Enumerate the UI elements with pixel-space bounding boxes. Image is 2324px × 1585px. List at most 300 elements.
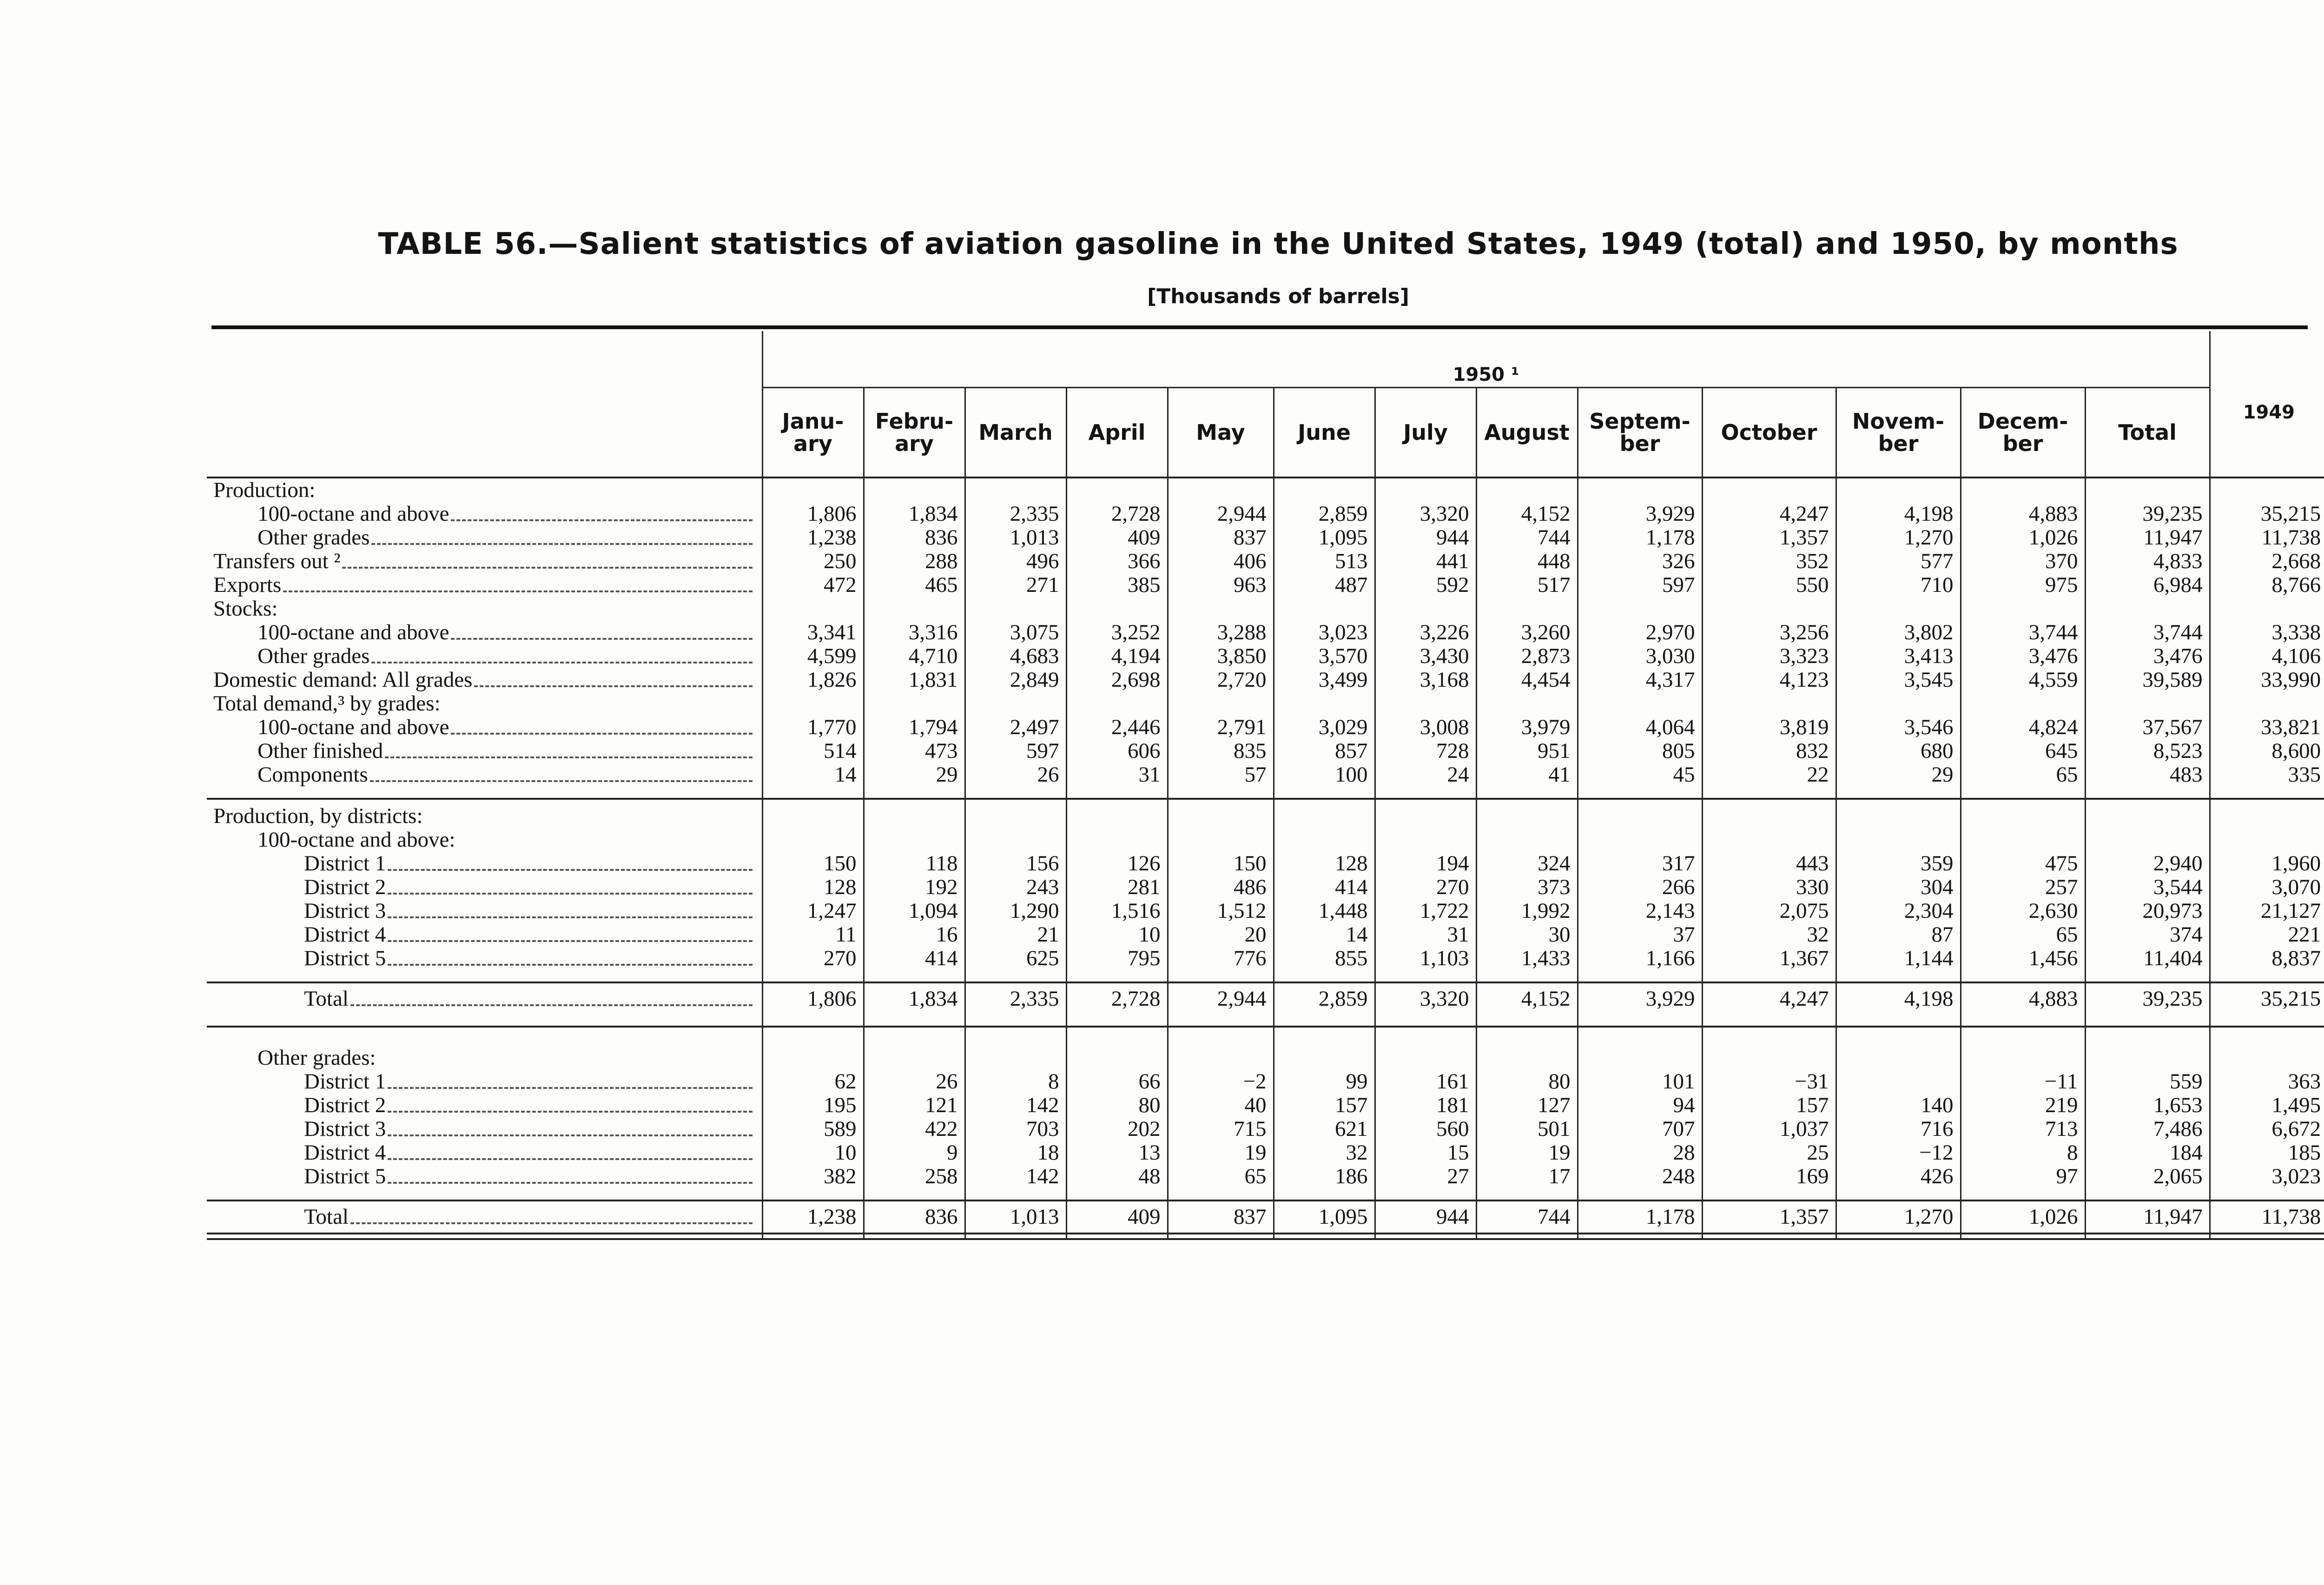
table-cell: 559 [2085, 1070, 2210, 1094]
table-cell: 150 [1168, 852, 1274, 875]
table-cell: 66 [1066, 1070, 1168, 1094]
table-cell: 271 [965, 573, 1066, 597]
table-cell: 3,546 [1836, 716, 1961, 739]
table-cell: 406 [1168, 550, 1274, 573]
table-cell [1836, 828, 1961, 852]
table-cell [1066, 828, 1168, 852]
table-cell [1702, 477, 1836, 502]
table-cell [1578, 597, 1702, 621]
table-cell: 363 [2210, 1070, 2324, 1094]
table-cell: 1,178 [1578, 526, 1702, 550]
table-cell: 448 [1476, 550, 1578, 573]
table-cell [864, 1046, 965, 1070]
table-cell: 483 [2085, 763, 2210, 787]
table-cell [1476, 477, 1578, 502]
table-cell: 1,095 [1274, 1200, 1375, 1234]
table-cell: 486 [1168, 875, 1274, 899]
table-cell: 3,320 [1375, 502, 1476, 526]
row-label: Other grades [207, 644, 762, 668]
table-cell [2085, 477, 2210, 502]
table-cell: 426 [1836, 1165, 1961, 1188]
table-cell: 33,821 [2210, 716, 2324, 739]
table-cell: 3,023 [2210, 1165, 2324, 1188]
table-cell: 1,960 [2210, 852, 2324, 875]
table-cell: 1,238 [762, 1200, 864, 1234]
table-row [207, 1070, 2324, 1094]
table-cell: 266 [1578, 875, 1702, 899]
table-cell: 382 [762, 1165, 864, 1188]
table-cell [965, 1046, 1066, 1070]
row-separator [207, 787, 2324, 799]
table-row [207, 1094, 2324, 1117]
table-cell: 11,947 [2085, 1200, 2210, 1234]
table-cell: 10 [762, 1141, 864, 1165]
table-cell: 8,766 [2210, 573, 2324, 597]
table-cell: −31 [1702, 1070, 1836, 1094]
table-title: TABLE 56.—Salient statistics of aviation gasoline in the United States, 1949 (total) and 1950, by months [378, 227, 2179, 261]
table-cell [1961, 692, 2085, 716]
table-cell: 3,413 [1836, 644, 1961, 668]
table-cell [1578, 692, 1702, 716]
table-cell: 715 [1168, 1117, 1274, 1141]
table-cell [1066, 477, 1168, 502]
table-cell: 1,357 [1702, 1200, 1836, 1234]
row-label: Other grades [207, 526, 762, 550]
table-cell [1836, 1046, 1961, 1070]
leader-dots [388, 1111, 752, 1113]
table-cell: 517 [1476, 573, 1578, 597]
table-cell [1961, 477, 2085, 502]
table-cell: 19 [1168, 1141, 1274, 1165]
table-cell [762, 597, 864, 621]
table-cell: 4,064 [1578, 716, 1702, 739]
table-cell: 832 [1702, 739, 1836, 763]
table-cell: 1,806 [762, 502, 864, 526]
table-cell: 28 [1578, 1141, 1702, 1165]
table-cell: 326 [1578, 550, 1702, 573]
table-row [207, 716, 2324, 739]
table-cell [762, 477, 864, 502]
table-cell: 1,992 [1476, 899, 1578, 923]
table-cell: 776 [1168, 947, 1274, 970]
table-cell [1274, 828, 1375, 852]
table-cell: 16 [864, 923, 965, 947]
statistics-table [207, 331, 2324, 1240]
table-cell: 87 [1836, 923, 1961, 947]
table-cell: 805 [1578, 739, 1702, 763]
table-cell: 11,947 [2085, 526, 2210, 550]
table-cell [1961, 828, 2085, 852]
table-cell: 40 [1168, 1094, 1274, 1117]
table-cell: 3,023 [1274, 621, 1375, 644]
table-cell: 1,448 [1274, 899, 1375, 923]
table-cell: 3,929 [1578, 502, 1702, 526]
table-cell: 3,744 [2085, 621, 2210, 644]
table-cell [965, 828, 1066, 852]
table-cell: 181 [1375, 1094, 1476, 1117]
table-cell [1961, 804, 2085, 828]
table-cell: 2,630 [1961, 899, 2085, 923]
table-cell: 441 [1375, 550, 1476, 573]
table-cell: 29 [1836, 763, 1961, 787]
table-cell: 443 [1702, 852, 1836, 875]
table-cell: 169 [1702, 1165, 1836, 1188]
leader-dots [388, 893, 752, 895]
table-cell [1168, 804, 1274, 828]
table-cell: 20 [1168, 923, 1274, 947]
table-cell: 728 [1375, 739, 1476, 763]
table-cell: 4,683 [965, 644, 1066, 668]
table-cell [2210, 828, 2324, 852]
table-cell: 4,559 [1961, 668, 2085, 692]
table-cell [1961, 1046, 2085, 1070]
table-cell: 15 [1375, 1141, 1476, 1165]
table-cell: 192 [864, 875, 965, 899]
table-cell: 3,929 [1578, 982, 1702, 1015]
table-cell: 4,152 [1476, 982, 1578, 1015]
table-cell: 1,806 [762, 982, 864, 1015]
leader-dots [451, 733, 752, 735]
table-cell: 577 [1836, 550, 1961, 573]
table-cell: 57 [1168, 763, 1274, 787]
table-cell [2085, 692, 2210, 716]
table-cell: 128 [1274, 852, 1375, 875]
table-cell: 1,270 [1836, 1200, 1961, 1234]
table-cell: 1,026 [1961, 1200, 2085, 1234]
row-label: 100-octane and above [207, 502, 762, 526]
leader-dots [388, 964, 752, 966]
table-cell [1066, 692, 1168, 716]
table-cell: 8 [1961, 1141, 2085, 1165]
table-cell: 2,446 [1066, 716, 1168, 739]
table-cell: 625 [965, 947, 1066, 970]
table-cell: 2,720 [1168, 668, 1274, 692]
table-cell: 2,859 [1274, 982, 1375, 1015]
table-cell: 3,979 [1476, 716, 1578, 739]
table-cell: 3,544 [2085, 875, 2210, 899]
table-cell: 475 [1961, 852, 2085, 875]
table-cell: −2 [1168, 1070, 1274, 1094]
table-cell: 975 [1961, 573, 2085, 597]
table-cell: 3,802 [1836, 621, 1961, 644]
month-header: August [1476, 388, 1578, 478]
table-cell: 8,600 [2210, 739, 2324, 763]
table-cell: 156 [965, 852, 1066, 875]
leader-dots [388, 1182, 752, 1184]
table-cell: 4,106 [2210, 644, 2324, 668]
row-label: District 5 [207, 1165, 762, 1188]
table-cell: 33,990 [2210, 668, 2324, 692]
table-cell: 409 [1066, 1200, 1168, 1234]
table-cell [1578, 804, 1702, 828]
row-label: Domestic demand: All grades [207, 668, 762, 692]
table-cell: 3,316 [864, 621, 965, 644]
table-row [207, 1117, 2324, 1141]
table-cell: 472 [762, 573, 864, 597]
table-cell: 373 [1476, 875, 1578, 899]
table-cell: 22 [1702, 763, 1836, 787]
table-cell: 4,317 [1578, 668, 1702, 692]
table-row [207, 899, 2324, 923]
table-cell: 473 [864, 739, 965, 763]
leader-dots [451, 638, 752, 640]
table-cell: 496 [965, 550, 1066, 573]
leader-dots [451, 519, 752, 521]
total-row [207, 982, 2324, 1015]
table-cell: 26 [965, 763, 1066, 787]
table-cell [1476, 804, 1578, 828]
table-cell: 304 [1836, 875, 1961, 899]
table-cell: 19 [1476, 1141, 1578, 1165]
row-separator [207, 1188, 2324, 1200]
table-cell: 414 [864, 947, 965, 970]
table-cell [1066, 597, 1168, 621]
row-label: Total demand,³ by grades: [213, 691, 441, 716]
leader-dots [385, 756, 752, 758]
table-cell [2210, 477, 2324, 502]
table-cell: 3,430 [1375, 644, 1476, 668]
table-cell: 1,166 [1578, 947, 1702, 970]
table-cell: 18 [965, 1141, 1066, 1165]
table-cell [1375, 477, 1476, 502]
table-cell [965, 692, 1066, 716]
table-cell: 39,235 [2085, 502, 2210, 526]
table-cell: 2,335 [965, 502, 1066, 526]
row-label: Other grades: [257, 1046, 376, 1070]
table-cell: 855 [1274, 947, 1375, 970]
row-label: Total [207, 982, 762, 1015]
table-row [207, 1141, 2324, 1165]
month-header: July [1375, 388, 1476, 478]
table-cell: 836 [864, 1200, 965, 1234]
leader-dots [388, 1134, 752, 1136]
table-cell: 836 [864, 526, 965, 550]
table-cell [1274, 804, 1375, 828]
table-cell: 35,215 [2210, 502, 2324, 526]
table-cell: 3,288 [1168, 621, 1274, 644]
table-cell: 270 [1375, 875, 1476, 899]
table-cell: 24 [1375, 763, 1476, 787]
table-cell: 11 [762, 923, 864, 947]
table-cell: 1,026 [1961, 526, 2085, 550]
table-cell [1375, 804, 1476, 828]
table-cell [864, 828, 965, 852]
table-cell [1836, 1070, 1961, 1094]
table-cell [965, 477, 1066, 502]
table-cell: 21,127 [2210, 899, 2324, 923]
table-cell: 157 [1702, 1094, 1836, 1117]
table-cell [864, 597, 965, 621]
month-header: April [1066, 388, 1168, 478]
table-cell [1066, 804, 1168, 828]
table-cell: 243 [965, 875, 1066, 899]
table-cell: 281 [1066, 875, 1168, 899]
table-cell: 2,143 [1578, 899, 1702, 923]
table-row [207, 1046, 2324, 1070]
table-cell: 1,094 [864, 899, 965, 923]
table-cell: 2,075 [1702, 899, 1836, 923]
table-cell: 11,404 [2085, 947, 2210, 970]
table-cell: 3,030 [1578, 644, 1702, 668]
table-cell: 4,247 [1702, 982, 1836, 1015]
row-separator [207, 1015, 2324, 1027]
table-cell: 140 [1836, 1094, 1961, 1117]
table-cell: 3,476 [2085, 644, 2210, 668]
table-row [207, 644, 2324, 668]
table-cell: 4,824 [1961, 716, 2085, 739]
row-label: Transfers out ² [207, 550, 762, 573]
month-header: Septem-ber [1578, 388, 1702, 478]
table-cell: 716 [1836, 1117, 1961, 1141]
month-header: October [1702, 388, 1836, 478]
table-cell [864, 804, 965, 828]
table-cell [1375, 597, 1476, 621]
table-cell: 1,238 [762, 526, 864, 550]
table-cell [1476, 692, 1578, 716]
table-cell [1476, 597, 1578, 621]
table-cell: 2,728 [1066, 982, 1168, 1015]
table-cell: 1,834 [864, 502, 965, 526]
table-cell [1476, 828, 1578, 852]
table-cell: 1,834 [864, 982, 965, 1015]
table-cell: 944 [1375, 1200, 1476, 1234]
table-cell: 514 [762, 739, 864, 763]
row-label: Total [207, 1200, 762, 1234]
table-cell: 606 [1066, 739, 1168, 763]
table-cell: 142 [965, 1094, 1066, 1117]
table-cell: 3,260 [1476, 621, 1578, 644]
leader-dots [388, 1158, 752, 1160]
table-cell: 3,499 [1274, 668, 1375, 692]
table-cell: 951 [1476, 739, 1578, 763]
table-cell [2210, 1046, 2324, 1070]
table-cell: 374 [2085, 923, 2210, 947]
table-cell: 195 [762, 1094, 864, 1117]
table-cell [1168, 477, 1274, 502]
table-row [207, 621, 2324, 644]
table-cell [864, 692, 965, 716]
table-cell: 330 [1702, 875, 1836, 899]
row-label: District 3 [207, 1117, 762, 1141]
table-cell: 1,144 [1836, 947, 1961, 970]
table-cell: 2,944 [1168, 982, 1274, 1015]
table-cell: 161 [1375, 1070, 1476, 1094]
table-cell: 257 [1961, 875, 2085, 899]
table-cell: 744 [1476, 1200, 1578, 1234]
table-cell: 7,486 [2085, 1117, 2210, 1141]
table-cell: 11,738 [2210, 1200, 2324, 1234]
table-cell: 126 [1066, 852, 1168, 875]
table-cell [1168, 692, 1274, 716]
table-cell: 2,873 [1476, 644, 1578, 668]
table-cell: 4,198 [1836, 982, 1961, 1015]
table-cell: 17 [1476, 1165, 1578, 1188]
table-cell: 1,722 [1375, 899, 1476, 923]
table-cell: 597 [965, 739, 1066, 763]
table-cell: 710 [1836, 573, 1961, 597]
table-units: [Thousands of barrels] [1147, 285, 1409, 308]
table-cell: 465 [864, 573, 965, 597]
table-cell: 25 [1702, 1141, 1836, 1165]
table-row [207, 739, 2324, 763]
table-cell: 1,367 [1702, 947, 1836, 970]
table-cell: 202 [1066, 1117, 1168, 1141]
year-1949-header: 1949 [2210, 331, 2324, 477]
table-cell: 26 [864, 1070, 965, 1094]
table-cell [1702, 1046, 1836, 1070]
row-separator [207, 970, 2324, 982]
table-cell: 10 [1066, 923, 1168, 947]
table-cell: 9 [864, 1141, 965, 1165]
month-header: Total [2085, 388, 2210, 478]
table-cell: 3,338 [2210, 621, 2324, 644]
month-header: June [1274, 388, 1375, 478]
month-header: March [965, 388, 1066, 478]
table-cell: 1,433 [1476, 947, 1578, 970]
month-header: Novem-ber [1836, 388, 1961, 478]
year-1950-header: 1950 ¹ [762, 331, 2210, 388]
table-cell: 248 [1578, 1165, 1702, 1188]
table-cell: 1,826 [762, 668, 864, 692]
table-cell: 366 [1066, 550, 1168, 573]
total-row [207, 1200, 2324, 1234]
table-cell: 1,512 [1168, 899, 1274, 923]
table-row [207, 573, 2324, 597]
table-cell: 857 [1274, 739, 1375, 763]
table-cell: 3,226 [1375, 621, 1476, 644]
table-cell: 1,013 [965, 1200, 1066, 1234]
table-cell: 270 [762, 947, 864, 970]
table-cell [1702, 828, 1836, 852]
table-cell: 288 [864, 550, 965, 573]
leader-dots [388, 916, 752, 918]
table-cell: 1,831 [864, 668, 965, 692]
table-cell: 359 [1836, 852, 1961, 875]
table-cell: 80 [1476, 1070, 1578, 1094]
month-header: May [1168, 388, 1274, 478]
table-cell: 1,095 [1274, 526, 1375, 550]
table-cell: 1,653 [2085, 1094, 2210, 1117]
table-cell: 335 [2210, 763, 2324, 787]
table-cell: 2,970 [1578, 621, 1702, 644]
table-cell: 35,215 [2210, 982, 2324, 1015]
table-cell: 3,256 [1702, 621, 1836, 644]
table-cell: 513 [1274, 550, 1375, 573]
row-separator [207, 799, 2324, 804]
table-cell: 65 [1961, 923, 2085, 947]
table-cell [1836, 477, 1961, 502]
row-label: District 4 [207, 923, 762, 947]
table-row [207, 852, 2324, 875]
table-cell: 97 [1961, 1165, 2085, 1188]
row-label: Exports [207, 573, 762, 597]
table-cell: 194 [1375, 852, 1476, 875]
table-cell [1836, 804, 1961, 828]
table-cell [2085, 597, 2210, 621]
table-cell: 707 [1578, 1117, 1702, 1141]
leader-dots [371, 662, 752, 663]
table-cell: 14 [1274, 923, 1375, 947]
table-cell: 29 [864, 763, 965, 787]
table-cell: 324 [1476, 852, 1578, 875]
table-cell: 258 [864, 1165, 965, 1188]
table-cell: 1,794 [864, 716, 965, 739]
row-label: 100-octane and above [207, 716, 762, 739]
table-cell: 550 [1702, 573, 1836, 597]
leader-dots [474, 685, 752, 687]
table-cell: 422 [864, 1117, 965, 1141]
table-cell: 2,698 [1066, 668, 1168, 692]
